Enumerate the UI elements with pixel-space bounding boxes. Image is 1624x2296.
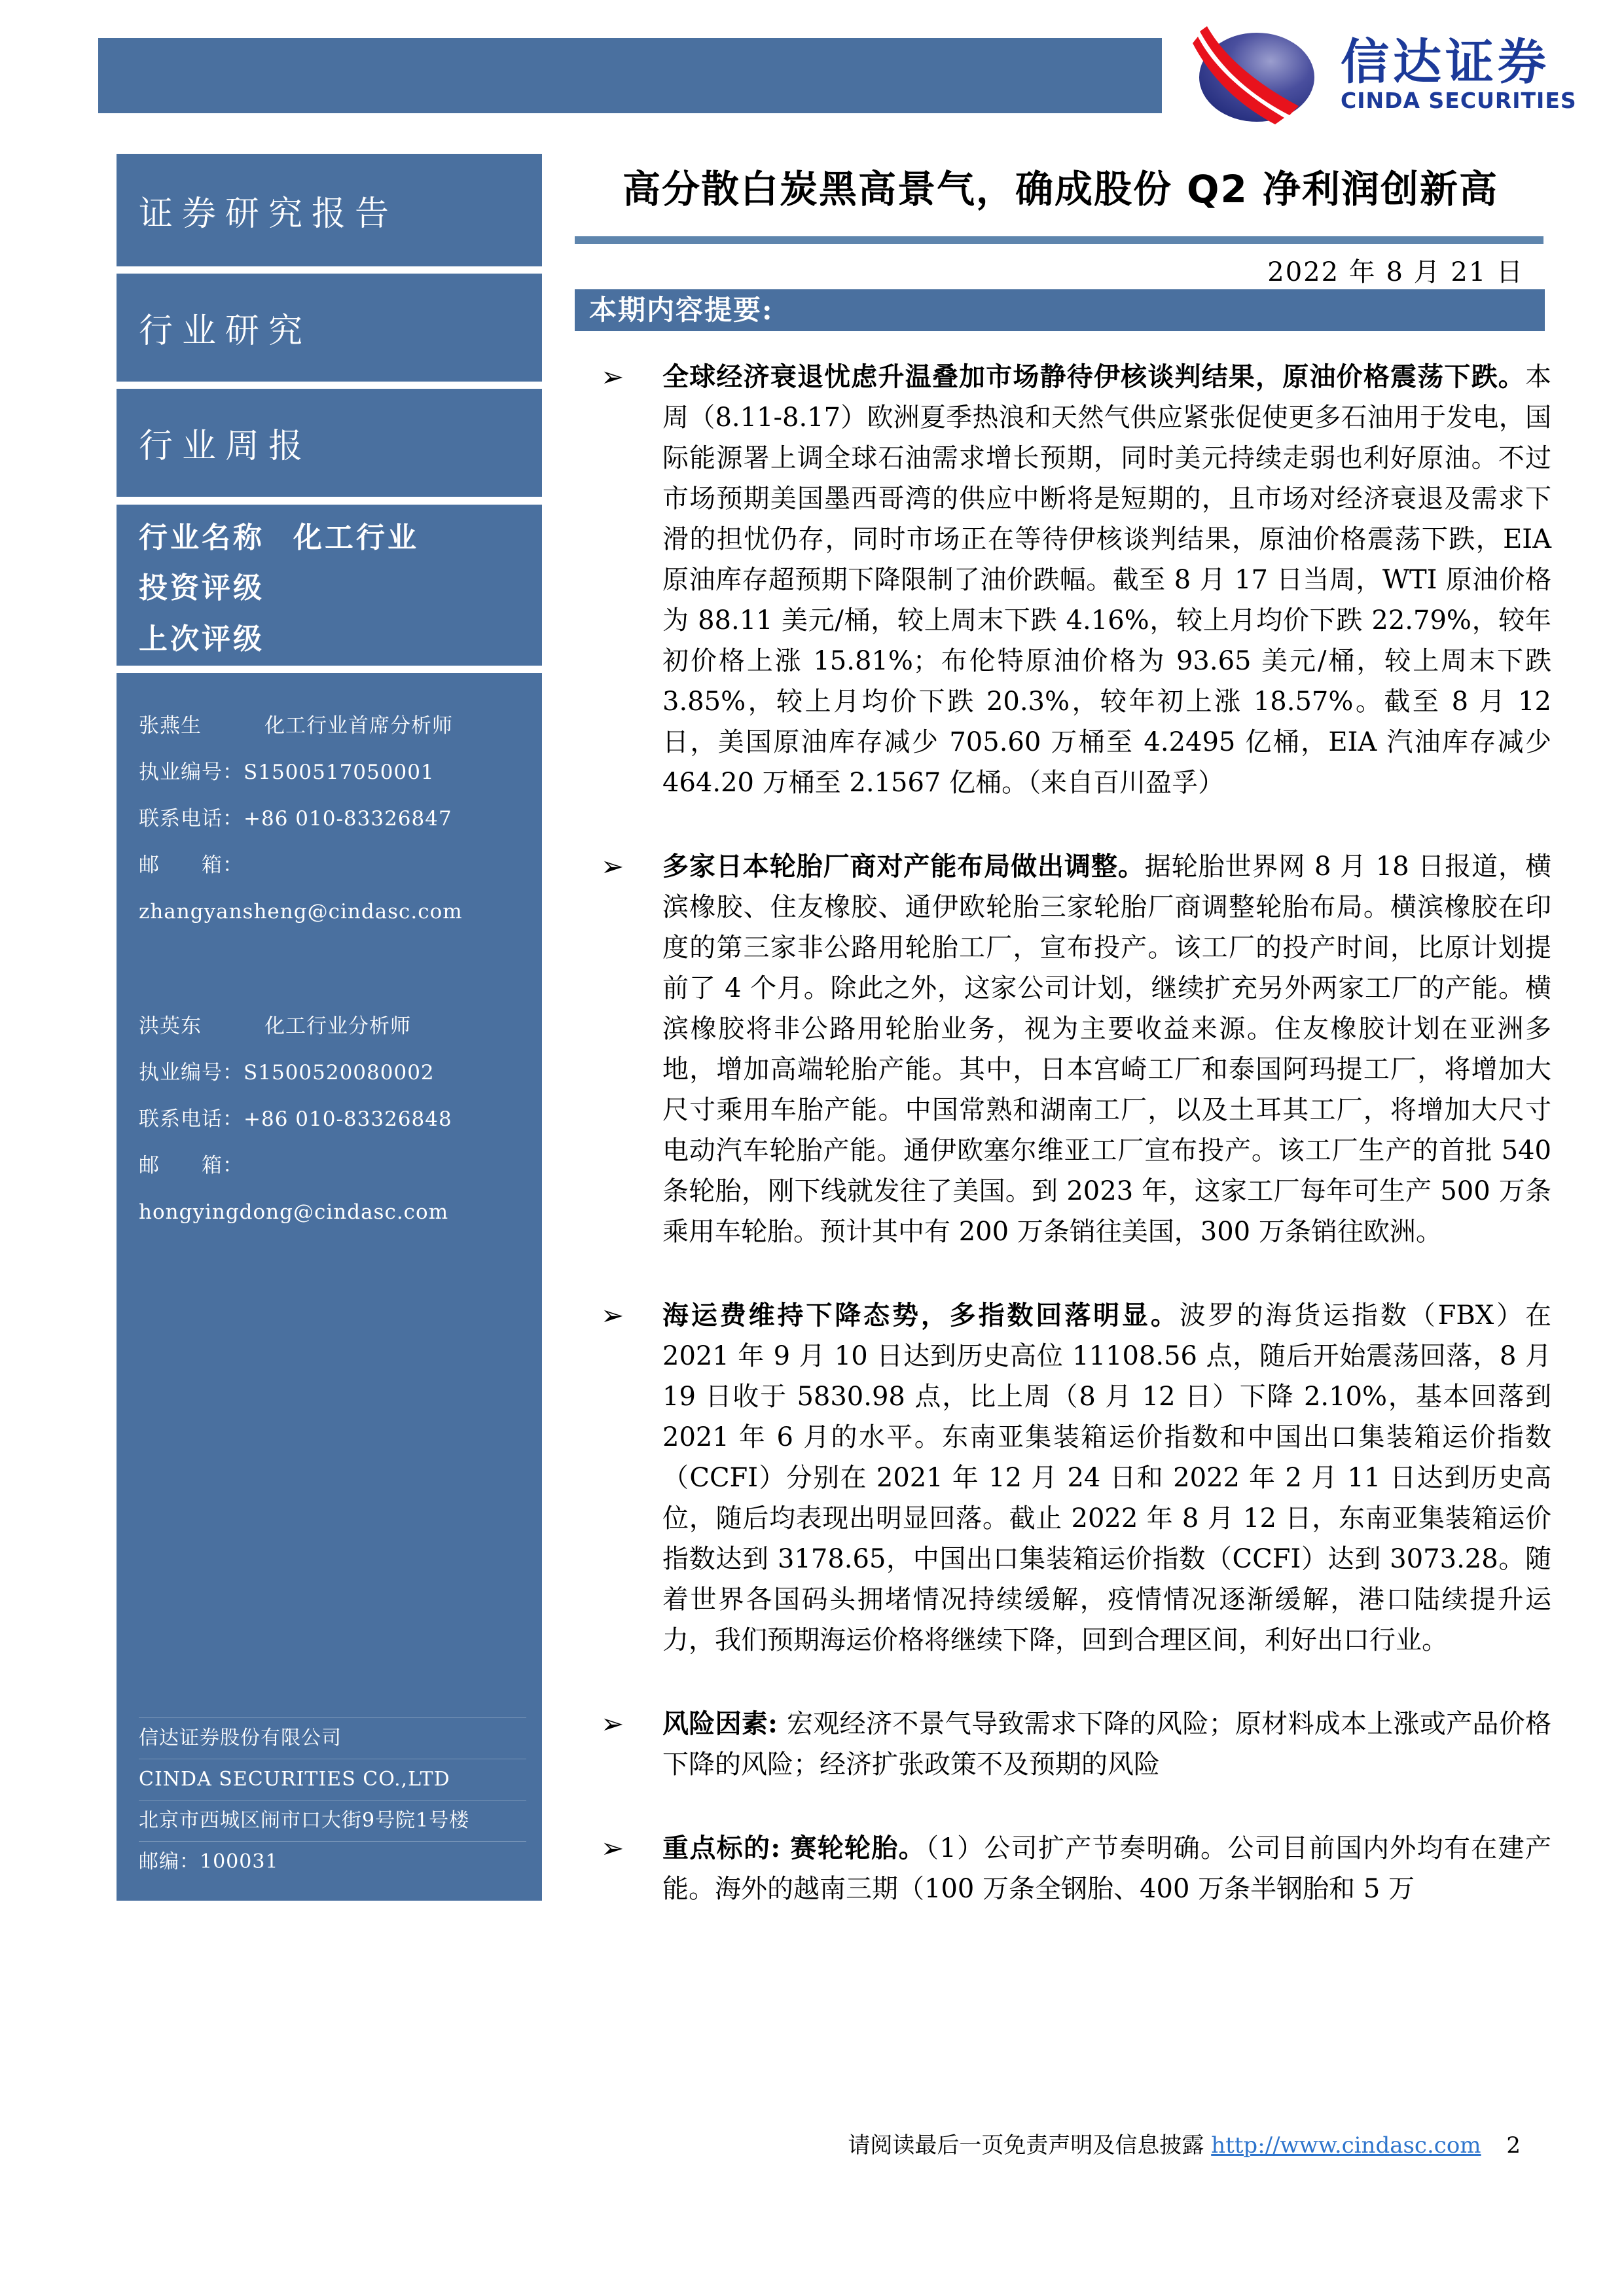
brand-logo <box>1191 26 1577 124</box>
analyst-email: 邮 箱：zhangyansheng@cindasc.com <box>139 853 463 924</box>
bullet-text <box>662 357 1551 803</box>
summary-header-bar <box>575 289 1545 331</box>
company-address: 北京市西城区闹市口大街9号院1号楼 <box>139 1800 526 1841</box>
summary-bullet-list <box>576 357 1551 1952</box>
disclaimer-note: 请阅读最后一页免责声明及信息披露 <box>848 2132 1204 2159</box>
bullet-body: 波罗的海货运指数（FBX）在 2021 年 9 月 10 日达到历史高位 11108.56 点，随后开始震荡回落，8 月 19 日收于 5830.98 点，比上周（8 月 12 日）下降 2.10%，基本回落到 2021 年 6 月的水平。东南亚集装箱运价指数和中国出口集装箱运价指数（CCFI）分别在 2021 年 12 月 24 日和 2022 年 2 月 11 日达到历史高位，随后均表现出明显回落。截止 2022 年 8 月 12 日，东南亚集装箱运价指数达到 3178.65，中国出口集装箱运价指数（CCFI）达到 3073.28。随着世界各国码头拥堵情况持续缓解，疫情情况逐渐缓解，港口陆续提升运力，我们预期海运价格将继续下降，回到合理区间，利好出口行业。 <box>662 1300 1551 1655</box>
bullet-lead: 全球经济衰退忧虑升温叠加市场静待伊核谈判结果，原油价格震荡下跌。 <box>662 361 1525 392</box>
bullet-item-oil <box>576 357 1551 803</box>
sidebar-box-analysts <box>117 673 542 1901</box>
bullet-text <box>662 846 1551 1252</box>
sidebar-box-report-freq <box>117 389 542 497</box>
analyst-name-title: 洪英东 化工行业分析师 <box>139 1014 411 1038</box>
previous-rating-label: 上次评级 <box>139 622 264 656</box>
bullet-arrow-icon: ➢ <box>601 1299 624 1331</box>
bullet-lead: 重点标的: 赛轮轮胎。 <box>662 1833 926 1863</box>
bullet-body: 宏观经济不景气导致需求下降的风险；原材料成本上涨或产品价格下降的风险；经济扩张政策不及预期的风险 <box>662 1709 1551 1780</box>
cinda-globe-icon <box>1191 26 1322 124</box>
investment-rating-label: 投资评级 <box>139 571 264 605</box>
report-type-label: 证券研究报告 <box>139 194 399 234</box>
bullet-text <box>662 1295 1551 1660</box>
analyst-license: 执业编号：S1500517050001 <box>139 761 435 784</box>
bullet-body: （1）公司扩产节奏明确。公司目前国内外均有在建产能。海外的越南三期（100 万条全钢胎、400 万条半钢胎和 5 万 <box>662 1833 1551 1904</box>
report-title: 高分散白炭黑高景气，确成股份 Q2 净利润创新高 <box>622 167 1499 211</box>
bullet-body: 据轮胎世界网 8 月 18 日报道，横滨橡胶、住友橡胶、通伊欧轮胎三家轮胎厂商调整轮胎布局。横滨橡胶在印度的第三家非公路用轮胎工厂，宣布投产。该工厂的投产时间，比原计划提前了 4 个月。除此之外，这家公司计划，继续扩充另外两家工厂的产能。横滨橡胶将非公路用轮胎业务，视为主要收益来源。住友橡胶计划在亚洲多地，增加高端轮胎产能。其中，日本宫崎工厂和泰国阿玛提工厂，将增加大尺寸乘用车胎产能。中国常熟和湖南工厂，以及土耳其工厂，将增加大尺寸电动汽车轮胎产能。通伊欧塞尔维亚工厂宣布投产。该工厂生产的首批 540 条轮胎，刚下线就发往了美国。到 2023 年，这家工厂每年可生产 500 万条乘用车轮胎。预计其中有 200 万条销往美国，300 万条销往欧洲。 <box>662 852 1551 1247</box>
company-info <box>139 1717 526 1882</box>
analyst-card <box>139 1003 526 1236</box>
title-divider-rule <box>575 236 1543 244</box>
report-date: 2022 年 8 月 21 日 <box>1267 257 1524 287</box>
brand-name-cn: 信达证券 <box>1341 34 1550 90</box>
bullet-body: 本周（8.11-8.17）欧洲夏季热浪和天然气供应紧张促使更多石油用于发电，国际能源署上调全球石油需求增长预期，同时美元持续走弱也利好原油。不过市场预期美国墨西哥湾的供应中断将是短期的，且市场对经济衰退及需求下滑的担忧仍存，同时市场正在等待伊核谈判结果，原油价格震荡下跌，EIA 原油库存超预期下降限制了油价跌幅。截至 8 月 17 日当周，WTI 原油价格为 88.11 美元/桶，较上周末下跌 4.16%，较上月均价下跌 22.79%，较年初价格上涨 15.81%；布伦特原油价格为 93.65 美元/桶，较上周末下跌 3.85%，较上月均价下跌 20.3%，较年初上涨 18.57%。截至 8 月 12 日，美国原油库存减少 705.60 万桶至 4.2495 亿桶，EIA 汽油库存减少 464.20 万桶至 2.1567 亿桶。（来自百川盈孚） <box>662 362 1551 798</box>
bullet-lead: 多家日本轮胎厂商对产能布局做出调整。 <box>662 851 1145 882</box>
sidebar-box-industry-rating <box>117 505 542 666</box>
page-footer <box>848 2127 1521 2159</box>
bullet-item-key-stock <box>576 1828 1551 1909</box>
industry-name-value: 化工行业 <box>293 520 419 554</box>
bullet-lead: 风险因素: <box>662 1708 787 1739</box>
sidebar-box-research-type <box>117 274 542 382</box>
page-number: 2 <box>1506 2132 1521 2159</box>
sidebar-box-report-type <box>117 154 542 266</box>
analyst-phone: 联系电话：+86 010-83326847 <box>139 807 452 831</box>
bullet-item-risks <box>576 1704 1551 1785</box>
summary-header-label: 本期内容提要: <box>589 294 774 326</box>
bullet-arrow-icon: ➢ <box>601 1832 624 1864</box>
bullet-text <box>662 1828 1551 1909</box>
company-website-link[interactable]: http://www.cindasc.com <box>1211 2132 1481 2159</box>
bullet-item-tire-capacity <box>576 846 1551 1252</box>
company-name-en: CINDA SECURITIES CO.,LTD <box>139 1759 526 1800</box>
bullet-lead: 海运费维持下降态势，多指数回落明显。 <box>662 1300 1180 1331</box>
analyst-card <box>139 703 526 935</box>
bullet-arrow-icon: ➢ <box>601 850 624 882</box>
analyst-name-title: 张燕生 化工行业首席分析师 <box>139 714 453 738</box>
analyst-phone: 联系电话：+86 010-83326848 <box>139 1107 452 1131</box>
analyst-email: 邮 箱：hongyingdong@cindasc.com <box>139 1154 449 1224</box>
research-type-label: 行业研究 <box>139 312 312 351</box>
header-rule <box>98 38 1162 113</box>
company-postcode: 邮编：100031 <box>139 1841 526 1882</box>
analyst-license: 执业编号：S1500520080002 <box>139 1061 435 1085</box>
bullet-arrow-icon: ➢ <box>601 361 624 393</box>
bullet-item-shipping <box>576 1295 1551 1660</box>
bullet-arrow-icon: ➢ <box>601 1708 624 1740</box>
bullet-text <box>662 1704 1551 1785</box>
report-freq-label: 行业周报 <box>139 427 312 466</box>
company-name-cn: 信达证券股份有限公司 <box>139 1717 526 1759</box>
brand-name-en: CINDA SECURITIES <box>1341 88 1577 113</box>
industry-name-label: 行业名称 <box>139 520 264 554</box>
